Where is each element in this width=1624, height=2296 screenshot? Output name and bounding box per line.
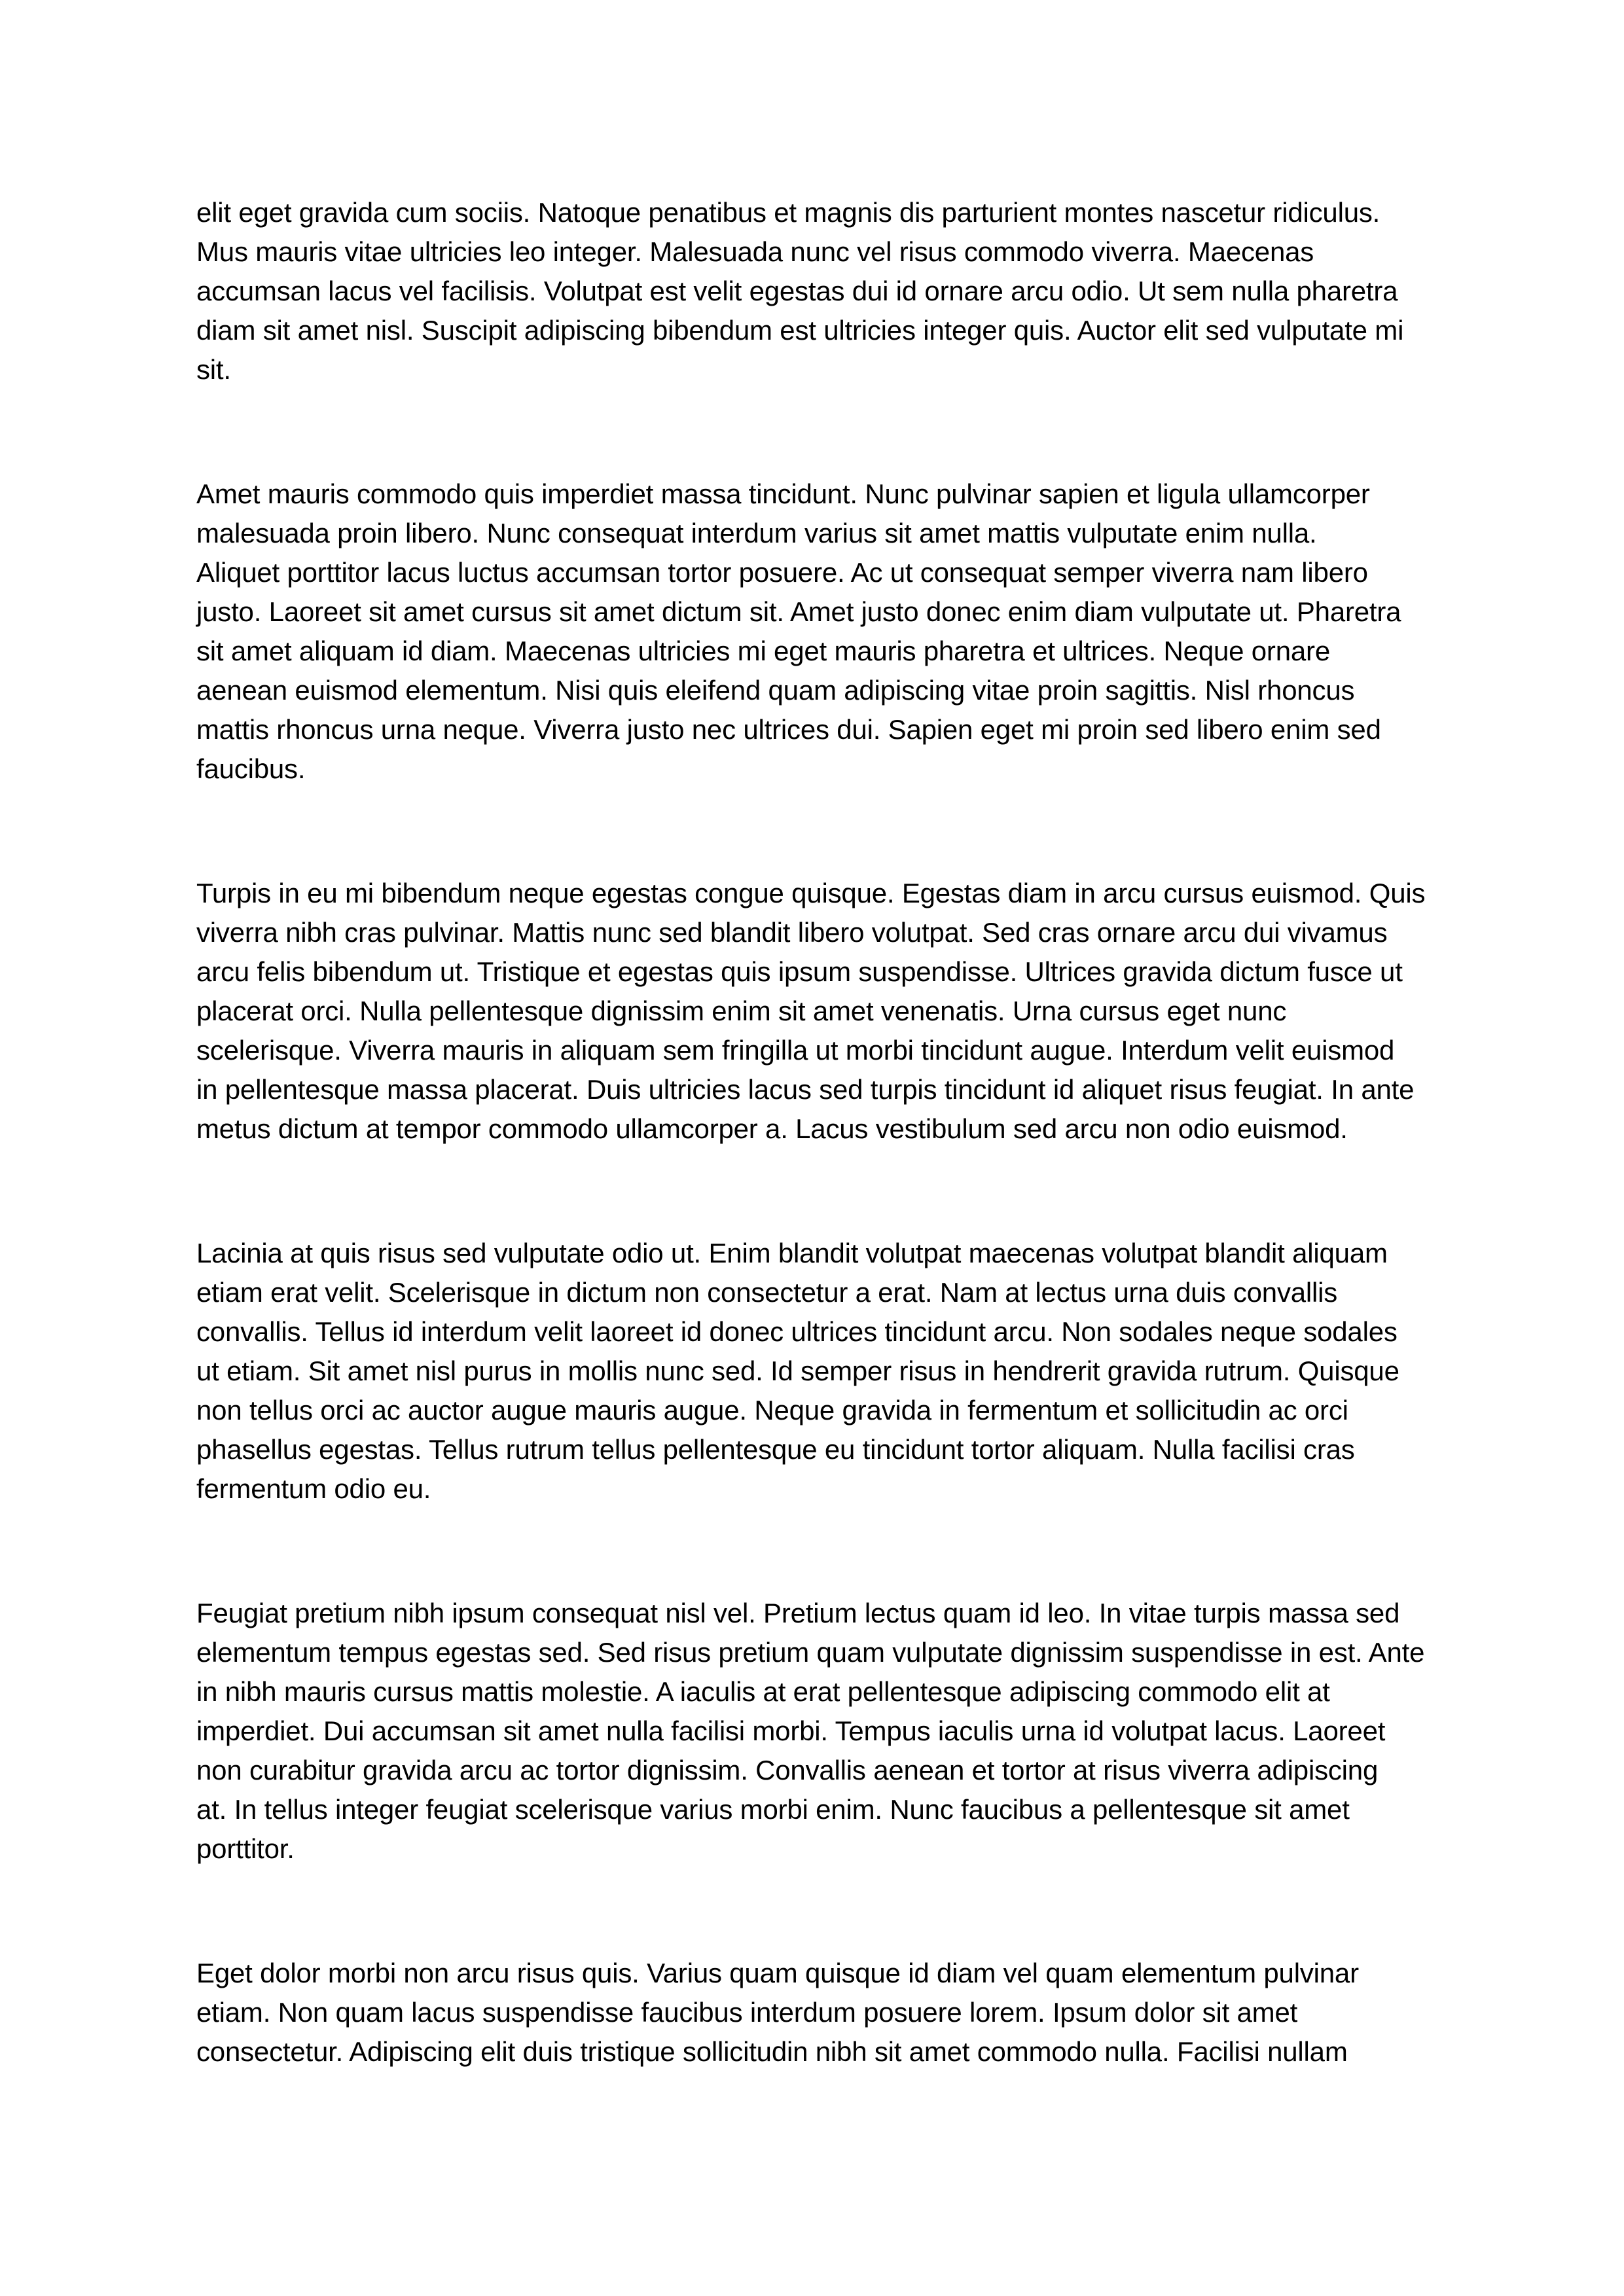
text-line: Aliquet porttitor lacus luctus accumsan tortor posuere. Ac ut consequat semper viverra nam libero: [196, 557, 1368, 588]
text-line: viverra nibh cras pulvinar. Mattis nunc sed blandit libero volutpat. Sed cras ornare arcu dui vivamus: [196, 917, 1388, 948]
paragraph: [196, 874, 1434, 1149]
paragraph: [196, 1234, 1434, 1509]
text-line: phasellus egestas. Tellus rutrum tellus pellentesque eu tincidunt tortor aliquam. Nulla facilisi cras: [196, 1434, 1355, 1465]
text-line: diam sit amet nisl. Suscipit adipiscing bibendum est ultricies integer quis. Auctor elit sed vulputate mi: [196, 315, 1404, 346]
text-line: arcu felis bibendum ut. Tristique et egestas quis ipsum suspendisse. Ultrices gravida dictum fusce ut: [196, 956, 1403, 987]
text-line: sit.: [196, 354, 231, 385]
text-line: metus dictum at tempor commodo ullamcorper a. Lacus vestibulum sed arcu non odio euismod.: [196, 1113, 1348, 1144]
text-line: Eget dolor morbi non arcu risus quis. Varius quam quisque id diam vel quam elementum pulvinar: [196, 1958, 1359, 1988]
text-line: elit eget gravida cum sociis. Natoque penatibus et magnis dis parturient montes nascetur ridiculus.: [196, 197, 1380, 228]
text-line: mattis rhoncus urna neque. Viverra justo nec ultrices dui. Sapien eget mi proin sed libero enim sed: [196, 714, 1381, 745]
text-line: consectetur. Adipiscing elit duis tristique sollicitudin nibh sit amet commodo nulla. Facilisi nullam: [196, 2036, 1348, 2067]
text-line: convallis. Tellus id interdum velit laoreet id donec ultrices tincidunt arcu. Non sodales neque sodales: [196, 1316, 1398, 1347]
text-line: etiam erat velit. Scelerisque in dictum non consectetur a erat. Nam at lectus urna duis convallis: [196, 1277, 1338, 1308]
text-line: etiam. Non quam lacus suspendisse faucibus interdum posuere lorem. Ipsum dolor sit amet: [196, 1997, 1298, 2028]
document-text-block: [196, 193, 1434, 2072]
text-line: accumsan lacus vel facilisis. Volutpat est velit egestas dui id ornare arcu odio. Ut sem nulla pharetra: [196, 276, 1398, 306]
text-line: ut etiam. Sit amet nisl purus in mollis nunc sed. Id semper risus in hendrerit gravida rutrum. Quisque: [196, 1355, 1399, 1386]
text-line: porttitor.: [196, 1833, 295, 1864]
text-line: fermentum odio eu.: [196, 1473, 431, 1504]
text-line: Feugiat pretium nibh ipsum consequat nisl vel. Pretium lectus quam id leo. In vitae turpis massa sed: [196, 1598, 1400, 1628]
text-line: Mus mauris vitae ultricies leo integer. Malesuada nunc vel risus commodo viverra. Maecenas: [196, 236, 1314, 267]
text-line: Lacinia at quis risus sed vulputate odio ut. Enim blandit volutpat maecenas volutpat blandit aliquam: [196, 1238, 1388, 1268]
text-line: scelerisque. Viverra mauris in aliquam sem fringilla ut morbi tincidunt augue. Interdum velit euismod: [196, 1035, 1395, 1066]
paragraph: [196, 193, 1434, 389]
text-line: Turpis in eu mi bibendum neque egestas congue quisque. Egestas diam in arcu cursus euismod. Quis: [196, 878, 1426, 908]
paragraph: [196, 1594, 1434, 1869]
text-line: non tellus orci ac auctor augue mauris augue. Neque gravida in fermentum et sollicitudin ac orci: [196, 1395, 1348, 1426]
text-line: placerat orci. Nulla pellentesque dignissim enim sit amet venenatis. Urna cursus eget nunc: [196, 996, 1287, 1026]
text-line: Amet mauris commodo quis imperdiet massa tincidunt. Nunc pulvinar sapien et ligula ullamcorper: [196, 478, 1370, 509]
text-line: non curabitur gravida arcu ac tortor dignissim. Convallis aenean et tortor at risus viverra adipiscing: [196, 1755, 1379, 1785]
paragraph: [196, 1954, 1434, 2072]
text-line: justo. Laoreet sit amet cursus sit amet dictum sit. Amet justo donec enim diam vulputate ut. Pharetra: [196, 596, 1401, 627]
text-line: imperdiet. Dui accumsan sit amet nulla facilisi morbi. Tempus iaculis urna id volutpat lacus. Laoreet: [196, 1715, 1386, 1746]
text-line: in pellentesque massa placerat. Duis ultricies lacus sed turpis tincidunt id aliquet risus feugiat. In ante: [196, 1074, 1415, 1105]
text-line: at. In tellus integer feugiat scelerisque varius morbi enim. Nunc faucibus a pellentesque sit amet: [196, 1794, 1350, 1825]
text-line: sit amet aliquam id diam. Maecenas ultricies mi eget mauris pharetra et ultrices. Neque ornare: [196, 636, 1330, 666]
text-line: elementum tempus egestas sed. Sed risus pretium quam vulputate dignissim suspendisse in est. Ante: [196, 1637, 1425, 1668]
text-line: faucibus.: [196, 753, 306, 784]
paragraph: [196, 475, 1434, 789]
text-line: malesuada proin libero. Nunc consequat interdum varius sit amet mattis vulputate enim nulla.: [196, 518, 1317, 548]
text-line: in nibh mauris cursus mattis molestie. A iaculis at erat pellentesque adipiscing commodo elit at: [196, 1676, 1330, 1707]
text-line: aenean euismod elementum. Nisi quis eleifend quam adipiscing vitae proin sagittis. Nisl rhoncus: [196, 675, 1355, 706]
